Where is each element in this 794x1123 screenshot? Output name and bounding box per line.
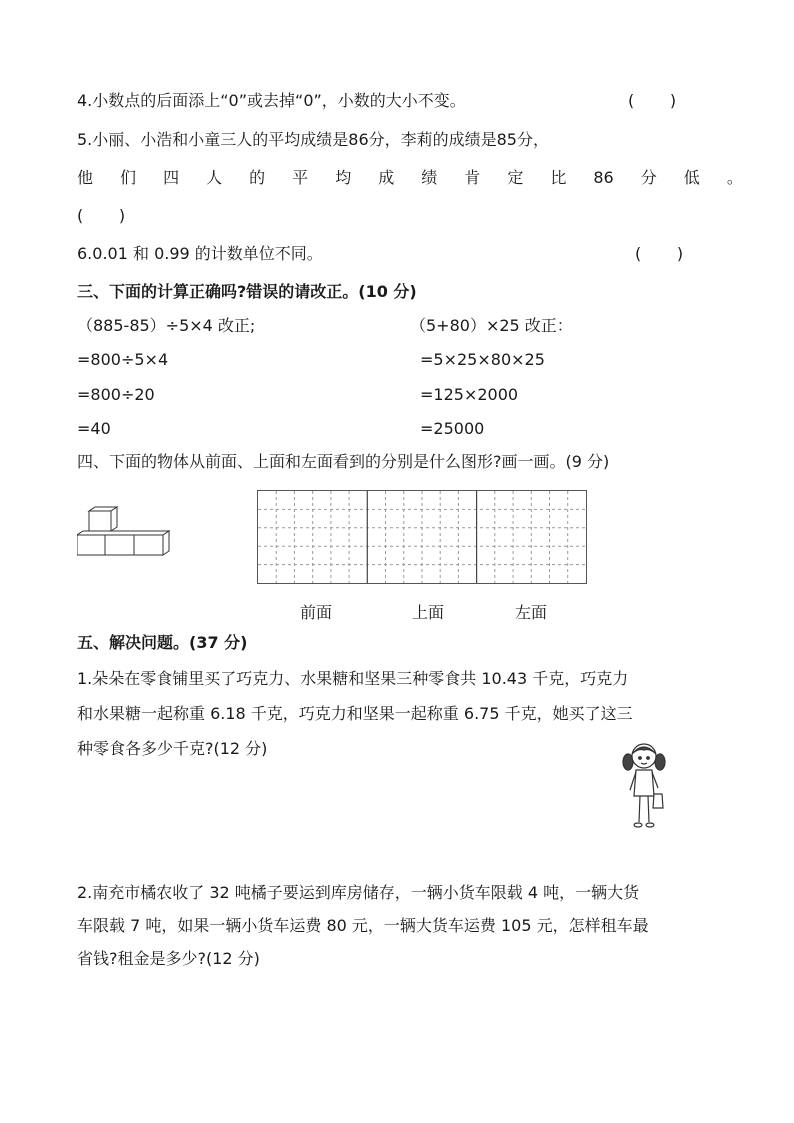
q5-char: 定 <box>507 168 524 187</box>
calc-left-line4: =40 <box>77 419 111 438</box>
problem-1-line1: 1.朵朵在零食铺里买了巧克力、水果糖和坚果三种零食共 10.43 千克，巧克力 <box>77 669 629 688</box>
drawing-grid[interactable] <box>257 490 587 584</box>
q5-char: 分 <box>640 168 657 187</box>
problem-2-line3: 省钱?租金是多少?(12 分) <box>77 949 260 968</box>
calc-left-line2: =800÷5×4 <box>77 350 169 369</box>
section-3-title: 三、下面的计算正确吗?错误的请改正。(10 分) <box>77 282 417 301</box>
question-6: 6.0.01 和 0.99 的计数单位不同。 <box>77 244 323 263</box>
question-4: 4.小数点的后面添上“0”或去掉“0”，小数的大小不变。 <box>77 91 466 110</box>
q5-char: 四 <box>163 168 180 187</box>
calc-right-line2: =5×25×80×25 <box>420 350 545 369</box>
question-5-line2 <box>77 167 743 189</box>
problem-1-line2: 和水果糖一起称重 6.18 千克，巧克力和坚果一起称重 6.75 千克，她买了这三 <box>77 704 633 723</box>
problem-2-line2: 车限载 7 吨，如果一辆小货车运费 80 元，一辆大货车运费 105 元，怎样租车最 <box>77 916 649 935</box>
grid-lines <box>258 491 586 583</box>
stacked-cubes-figure <box>77 505 173 557</box>
q5-char: 肯 <box>464 168 481 187</box>
girl-illustration <box>620 738 668 834</box>
calc-left-line3: =800÷20 <box>77 385 155 404</box>
answer-paren-5[interactable]: ( ) <box>77 206 126 225</box>
problem-1-line3: 种零食各多少千克?(12 分) <box>77 739 268 758</box>
label-left-view: 左面 <box>515 603 548 622</box>
q5-char: 们 <box>120 168 137 187</box>
label-top-view: 上面 <box>412 603 445 622</box>
q5-char: 低 <box>683 168 700 187</box>
answer-paren-4[interactable]: ( ) <box>628 91 677 110</box>
q5-char: 的 <box>249 168 266 187</box>
q5-char: 比 <box>550 168 567 187</box>
calc-right-line3: =125×2000 <box>420 385 519 404</box>
calc-left-line1: （885-85）÷5×4 改正; <box>77 316 256 335</box>
q5-char: 人 <box>206 168 223 187</box>
question-5-line1: 5.小丽、小浩和小童三人的平均成绩是86分，李莉的成绩是85分， <box>77 130 549 149</box>
calc-right-line1: （5+80）×25 改正： <box>410 316 573 335</box>
q5-char: 86 <box>593 168 614 187</box>
label-front-view: 前面 <box>300 603 333 622</box>
q5-char: 绩 <box>421 168 438 187</box>
problem-2-line1: 2.南充市橘农收了 32 吨橘子要运到库房储存，一辆小货车限载 4 吨，一辆大货 <box>77 883 640 902</box>
q5-char: 成 <box>378 168 395 187</box>
q5-char: 他 <box>77 168 94 187</box>
answer-paren-6[interactable]: ( ) <box>635 244 684 263</box>
section-5-title: 五、解决问题。(37 分) <box>77 633 248 652</box>
calc-right-line4: =25000 <box>420 419 485 438</box>
q5-char: 。 <box>726 168 743 187</box>
section-4-title: 四、下面的物体从前面、上面和左面看到的分别是什么图形?画一画。(9 分) <box>77 452 610 471</box>
q5-char: 均 <box>335 168 352 187</box>
q5-char: 平 <box>292 168 309 187</box>
